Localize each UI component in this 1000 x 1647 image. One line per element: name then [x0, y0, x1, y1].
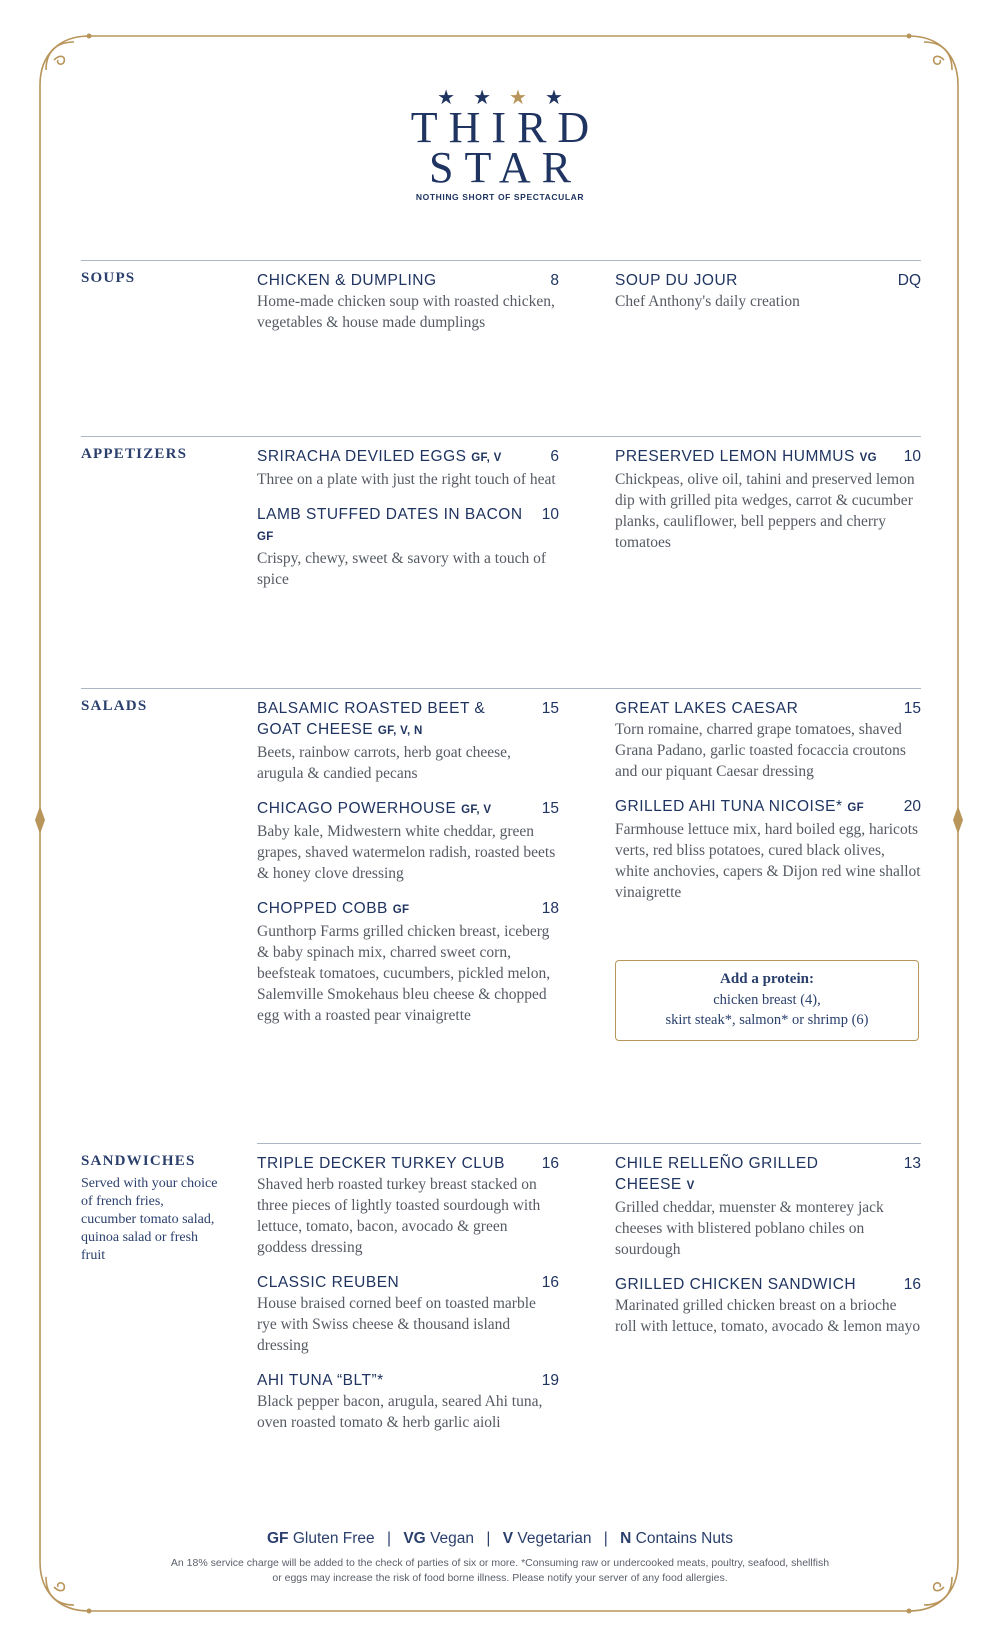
- menu-item: [257, 1153, 559, 1258]
- item-price: 19: [541, 1372, 559, 1389]
- item-name: BALSAMIC ROASTED BEET & GOAT CHEESE: [257, 700, 486, 738]
- legend-label: Vegetarian: [517, 1530, 592, 1547]
- tagline: NOTHING SHORT OF SPECTACULAR: [415, 192, 585, 202]
- item-name: CHICAGO POWERHOUSE: [257, 800, 457, 817]
- legend-code: GF: [266, 1530, 289, 1547]
- item-description: Baby kale, Midwestern white cheddar, green grapes, shaved watermelon radish, roasted beets & honey clove dressing: [257, 823, 556, 882]
- item-price: 18: [541, 900, 559, 917]
- item-price: 16: [541, 1155, 559, 1172]
- menu-item: [257, 698, 559, 784]
- protein-line: chicken breast (4),: [713, 992, 821, 1008]
- item-price: 6: [550, 448, 559, 465]
- section-title: SOUPS: [81, 270, 136, 286]
- menu-item: [615, 270, 921, 312]
- item-name: CHICKEN & DUMPLING: [257, 272, 437, 289]
- item-description: Three on a plate with just the right touch of heat: [257, 471, 556, 488]
- section-title: SALADS: [81, 698, 148, 714]
- item-description: Farmhouse lettuce mix, hard boiled egg, haricots verts, red bliss potatoes, cured black olives, white anchovies, capers & Dijon red wine shallot vinaigrette: [615, 821, 921, 901]
- item-price: 13: [903, 1155, 921, 1172]
- item-name: SOUP DU JOUR: [615, 272, 738, 289]
- diet-tags: GF, V, N: [377, 725, 423, 737]
- item-name: SRIRACHA DEVILED EGGS: [257, 448, 467, 465]
- item-price: DQ: [897, 272, 921, 289]
- item-name: GRILLED AHI TUNA NICOISE*: [615, 798, 843, 815]
- item-description: Grilled cheddar, muenster & monterey jack cheeses with blistered poblano chiles on sourdough: [615, 1199, 884, 1258]
- diet-tags: VG: [859, 452, 877, 464]
- item-price: 15: [541, 800, 559, 817]
- menu-item: [615, 1274, 921, 1337]
- legend-code: V: [502, 1530, 514, 1547]
- item-price: 15: [541, 700, 559, 717]
- item-description: Beets, rainbow carrots, herb goat cheese, arugula & candied pecans: [257, 744, 511, 782]
- star-icon: ★: [473, 87, 509, 109]
- item-price: 16: [541, 1274, 559, 1291]
- item-price: 16: [903, 1276, 921, 1293]
- item-price: 10: [541, 506, 559, 523]
- diet-tags: GF, V: [461, 804, 492, 816]
- protein-title: Add a protein:: [720, 971, 814, 987]
- logo-line-1: THIRD: [410, 103, 601, 152]
- item-description: Crispy, chewy, sweet & savory with a touch of spice: [257, 550, 546, 588]
- item-name: GREAT LAKES CAESAR: [615, 700, 799, 717]
- menu-item: [257, 504, 559, 590]
- section-title: SANDWICHES: [81, 1153, 196, 1169]
- item-name: LAMB STUFFED DATES IN BACON: [257, 506, 523, 523]
- protein-line: skirt steak*, salmon* or shrimp (6): [665, 1012, 869, 1028]
- item-name: CHOPPED COBB: [257, 900, 388, 917]
- item-price: 20: [903, 798, 921, 815]
- item-description: Shaved herb roasted turkey breast stacked on three pieces of lightly toasted sourdough with lettuce, tomato, bacon, avocado & green goddess dressing: [257, 1176, 541, 1256]
- section-divider: [81, 688, 921, 689]
- item-price: 8: [550, 272, 559, 289]
- item-name: PRESERVED LEMON HUMMUS: [615, 448, 855, 465]
- menu-item: [257, 270, 559, 333]
- diet-tags: GF, V: [471, 452, 502, 464]
- item-description: House braised corned beef on toasted marble rye with Swiss cheese & thousand island dressing: [257, 1295, 536, 1354]
- logo: [0, 88, 1000, 202]
- item-description: Chickpeas, olive oil, tahini and preserved lemon dip with grilled pita wedges, carrot & cucumber planks, cauliflower, bell peppers and cherry tomatoes: [615, 471, 915, 551]
- legend-label: Contains Nuts: [635, 1530, 733, 1547]
- legend-separator: |: [603, 1530, 608, 1547]
- menu-item: [257, 798, 559, 884]
- legend-code: VG: [403, 1530, 426, 1547]
- item-description: Marinated grilled chicken breast on a brioche roll with lettuce, tomato, avocado & lemon mayo: [615, 1297, 921, 1335]
- legend-separator: |: [387, 1530, 392, 1547]
- diet-tags: V: [686, 1180, 695, 1192]
- item-name: AHI TUNA “BLT”*: [257, 1372, 384, 1389]
- menu-item: [257, 898, 559, 1026]
- section-divider: [81, 436, 921, 437]
- menu-item: [257, 446, 559, 490]
- logo-line-2: STAR: [429, 143, 582, 192]
- menu-item: [615, 446, 921, 553]
- item-description: Torn romaine, charred grape tomatoes, shaved Grana Padano, garlic toasted focaccia croutons and our piquant Caesar dressing: [615, 721, 906, 780]
- star-icon: ★: [509, 87, 545, 109]
- section-title: APPETIZERS: [81, 446, 188, 462]
- menu-item: [257, 1370, 559, 1433]
- legend-label: Gluten Free: [292, 1530, 375, 1547]
- menu-item: [615, 1153, 921, 1260]
- item-price: 15: [903, 700, 921, 717]
- star-icon: ★: [437, 87, 474, 109]
- section-divider: [257, 1143, 921, 1144]
- item-description: Chef Anthony's daily creation: [615, 293, 800, 310]
- item-price: 10: [903, 448, 921, 465]
- section-note: Served with your choice of french fries, cucumber tomato salad, quinoa salad or fresh fruit: [81, 1176, 218, 1263]
- item-description: Gunthorp Farms grilled chicken breast, iceberg & baby spinach mix, charred sweet corn, beefsteak tomatoes, cucumbers, pickled melon, Salemville Smokehaus bleu cheese & chopped egg with a roasted pear vinaigrette: [257, 923, 551, 1024]
- star-icon: ★: [544, 87, 581, 109]
- menu-item: [615, 698, 921, 782]
- diet-tags: GF: [257, 531, 274, 543]
- menu-item: [615, 796, 921, 903]
- section-divider: [81, 260, 921, 261]
- item-name: CLASSIC REUBEN: [257, 1274, 400, 1291]
- legend-label: Vegan: [430, 1530, 475, 1547]
- disclaimer: An 18% service charge will be added to the check of parties of six or more. *Consuming raw or undercooked meats, poultry, seafood, shellfish or eggs may increase the risk of food borne illness. Please notify your server of any food allergies.: [170, 1557, 830, 1584]
- menu-item: [257, 1272, 559, 1356]
- item-description: Home-made chicken soup with roasted chicken, vegetables & house made dumplings: [257, 293, 555, 331]
- diet-tags: GF: [847, 802, 864, 814]
- dietary-legend: [0, 1530, 1000, 1548]
- item-name: CHILE RELLEÑO GRILLED CHEESE: [615, 1155, 819, 1193]
- diet-tags: GF: [392, 904, 410, 916]
- item-description: Black pepper bacon, arugula, seared Ahi tuna, oven roasted tomato & herb garlic aioli: [257, 1393, 543, 1431]
- legend-separator: |: [486, 1530, 491, 1547]
- item-name: GRILLED CHICKEN SANDWICH: [615, 1276, 857, 1293]
- legend-code: N: [620, 1530, 632, 1547]
- item-name: TRIPLE DECKER TURKEY CLUB: [257, 1155, 505, 1172]
- add-protein-box: [615, 960, 919, 1041]
